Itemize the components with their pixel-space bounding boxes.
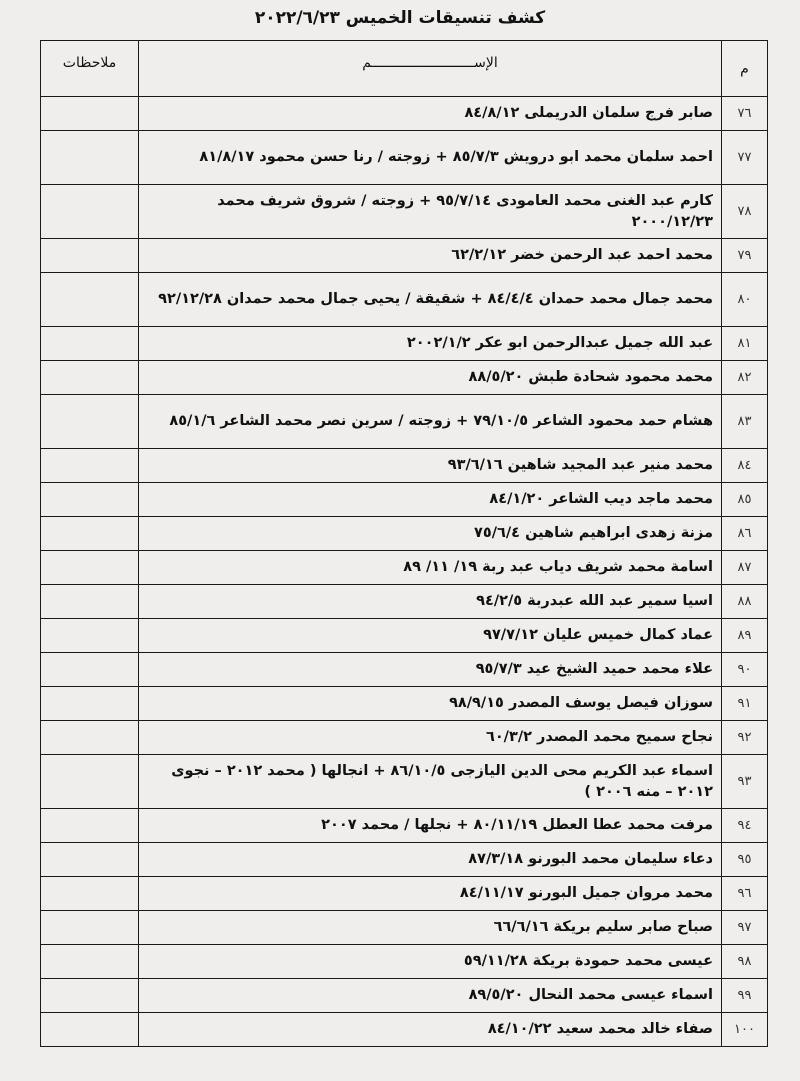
row-name: محمد مروان جميل البورنو ٨٤/١١/١٧ bbox=[139, 877, 722, 911]
row-name: دعاء سليمان محمد البورنو ٨٧/٣/١٨ bbox=[139, 843, 722, 877]
table-row bbox=[41, 449, 768, 483]
row-number: ٩٣ bbox=[722, 755, 768, 809]
row-number: ٨٠ bbox=[722, 273, 768, 327]
table-row bbox=[41, 131, 768, 185]
row-name: مرفت محمد عطا العطل ٨٠/١١/١٩ + نجلها / محمد ٢٠٠٧ bbox=[139, 809, 722, 843]
row-number: ٩٠ bbox=[722, 653, 768, 687]
row-number: ٨٥ bbox=[722, 483, 768, 517]
row-notes bbox=[41, 97, 139, 131]
table-row bbox=[41, 809, 768, 843]
row-notes bbox=[41, 483, 139, 517]
table-row bbox=[41, 585, 768, 619]
coordination-table bbox=[40, 40, 768, 1047]
row-number: ٨٣ bbox=[722, 395, 768, 449]
row-number: ٩٩ bbox=[722, 979, 768, 1013]
row-number: ٨٧ bbox=[722, 551, 768, 585]
row-number: ٧٨ bbox=[722, 185, 768, 239]
row-number: ٩٨ bbox=[722, 945, 768, 979]
table-row bbox=[41, 721, 768, 755]
row-name: محمد محمود شحادة طبش ٨٨/٥/٢٠ bbox=[139, 361, 722, 395]
table-row bbox=[41, 911, 768, 945]
table-row bbox=[41, 687, 768, 721]
row-name: صباح صابر سليم بريكة ٦٦/٦/١٦ bbox=[139, 911, 722, 945]
row-notes bbox=[41, 395, 139, 449]
row-notes bbox=[41, 1013, 139, 1047]
row-number: ٩٢ bbox=[722, 721, 768, 755]
table-body bbox=[41, 97, 768, 1047]
row-notes bbox=[41, 239, 139, 273]
row-name: احمد سلمان محمد ابو درويش ٨٥/٧/٣ + زوجته / رنا حسن محمود ٨١/٨/١٧ bbox=[139, 131, 722, 185]
row-number: ٨٨ bbox=[722, 585, 768, 619]
row-name: اسماء عبد الكريم محى الدين اليازجى ٨٦/١٠/٥ + انجالها ( محمد ٢٠١٢ – نجوى ٢٠١٢ – منه ٢٠٠٦ ) bbox=[139, 755, 722, 809]
row-number: ٧٧ bbox=[722, 131, 768, 185]
row-name: هشام حمد محمود الشاعر ٧٩/١٠/٥ + زوجته / سرين نصر محمد الشاعر ٨٥/١/٦ bbox=[139, 395, 722, 449]
header-notes: ملاحظات bbox=[41, 41, 139, 97]
row-name: اسماء عيسى محمد النحال ٨٩/٥/٢٠ bbox=[139, 979, 722, 1013]
row-number: ٨٦ bbox=[722, 517, 768, 551]
row-notes bbox=[41, 131, 139, 185]
row-name: عبد الله جميل عبدالرحمن ابو عكر ٢٠٠٢/١/٢ bbox=[139, 327, 722, 361]
table-row bbox=[41, 653, 768, 687]
table-header-row bbox=[41, 41, 768, 97]
row-name: صابر فرج سلمان الدريملى ٨٤/٨/١٢ bbox=[139, 97, 722, 131]
row-name: صفاء خالد محمد سعيد ٨٤/١٠/٢٢ bbox=[139, 1013, 722, 1047]
row-notes bbox=[41, 517, 139, 551]
row-notes bbox=[41, 911, 139, 945]
row-name: كارم عبد الغنى محمد العامودى ٩٥/٧/١٤ + زوجته / شروق شريف محمد ٢٠٠٠/١٢/٢٣ bbox=[139, 185, 722, 239]
table-row bbox=[41, 979, 768, 1013]
row-number: ٩٤ bbox=[722, 809, 768, 843]
row-number: ٩٧ bbox=[722, 911, 768, 945]
row-number: ٩٦ bbox=[722, 877, 768, 911]
table-row bbox=[41, 551, 768, 585]
table-row bbox=[41, 619, 768, 653]
row-notes bbox=[41, 721, 139, 755]
row-name: عيسى محمد حمودة بريكة ٥٩/١١/٢٨ bbox=[139, 945, 722, 979]
table-row bbox=[41, 877, 768, 911]
row-notes bbox=[41, 877, 139, 911]
row-number: ٨٢ bbox=[722, 361, 768, 395]
row-number: ٩٥ bbox=[722, 843, 768, 877]
table-row bbox=[41, 395, 768, 449]
row-name: عماد كمال خميس عليان ٩٧/٧/١٢ bbox=[139, 619, 722, 653]
row-name: محمد ماجد ديب الشاعر ٨٤/١/٢٠ bbox=[139, 483, 722, 517]
row-name: محمد جمال محمد حمدان ٨٤/٤/٤ + شقيقة / يحيى جمال محمد حمدان ٩٢/١٢/٢٨ bbox=[139, 273, 722, 327]
table-row bbox=[41, 185, 768, 239]
row-notes bbox=[41, 843, 139, 877]
table-row bbox=[41, 273, 768, 327]
row-name: نجاح سميح محمد المصدر ٦٠/٣/٢ bbox=[139, 721, 722, 755]
table-row bbox=[41, 97, 768, 131]
header-number: م bbox=[722, 41, 768, 97]
row-notes bbox=[41, 449, 139, 483]
row-notes bbox=[41, 687, 139, 721]
table-row bbox=[41, 483, 768, 517]
table-row bbox=[41, 327, 768, 361]
row-notes bbox=[41, 979, 139, 1013]
row-notes bbox=[41, 185, 139, 239]
header-name: الإســـــــــــــــــــــــــم bbox=[139, 41, 722, 97]
row-notes bbox=[41, 327, 139, 361]
table-row bbox=[41, 239, 768, 273]
row-name: اسامة محمد شريف دياب عبد ربة ١٩/ ١١/ ٨٩ bbox=[139, 551, 722, 585]
table-row bbox=[41, 517, 768, 551]
row-notes bbox=[41, 945, 139, 979]
row-notes bbox=[41, 361, 139, 395]
row-number: ٩١ bbox=[722, 687, 768, 721]
table-row bbox=[41, 361, 768, 395]
row-notes bbox=[41, 809, 139, 843]
row-notes bbox=[41, 585, 139, 619]
row-name: اسيا سمير عبد الله عبدربة ٩٤/٢/٥ bbox=[139, 585, 722, 619]
row-number: ٨١ bbox=[722, 327, 768, 361]
row-number: ٧٦ bbox=[722, 97, 768, 131]
row-name: محمد احمد عبد الرحمن خضر ٦٢/٢/١٢ bbox=[139, 239, 722, 273]
row-notes bbox=[41, 273, 139, 327]
row-notes bbox=[41, 755, 139, 809]
row-name: محمد منير عبد المجيد شاهين ٩٣/٦/١٦ bbox=[139, 449, 722, 483]
table-row bbox=[41, 843, 768, 877]
row-notes bbox=[41, 619, 139, 653]
row-notes bbox=[41, 551, 139, 585]
row-notes bbox=[41, 653, 139, 687]
row-name: مزنة زهدى ابراهيم شاهين ٧٥/٦/٤ bbox=[139, 517, 722, 551]
table-row bbox=[41, 1013, 768, 1047]
row-name: سوزان فيصل يوسف المصدر ٩٨/٩/١٥ bbox=[139, 687, 722, 721]
document-title: كشف تنسيقات الخميس ٢٠٢٢/٦/٢٣ bbox=[254, 8, 546, 28]
table-row bbox=[41, 755, 768, 809]
row-number: ٧٩ bbox=[722, 239, 768, 273]
row-number: ٨٤ bbox=[722, 449, 768, 483]
table-row bbox=[41, 945, 768, 979]
row-name: علاء محمد حميد الشيخ عيد ٩٥/٧/٣ bbox=[139, 653, 722, 687]
row-number: ١٠٠ bbox=[722, 1013, 768, 1047]
row-number: ٨٩ bbox=[722, 619, 768, 653]
